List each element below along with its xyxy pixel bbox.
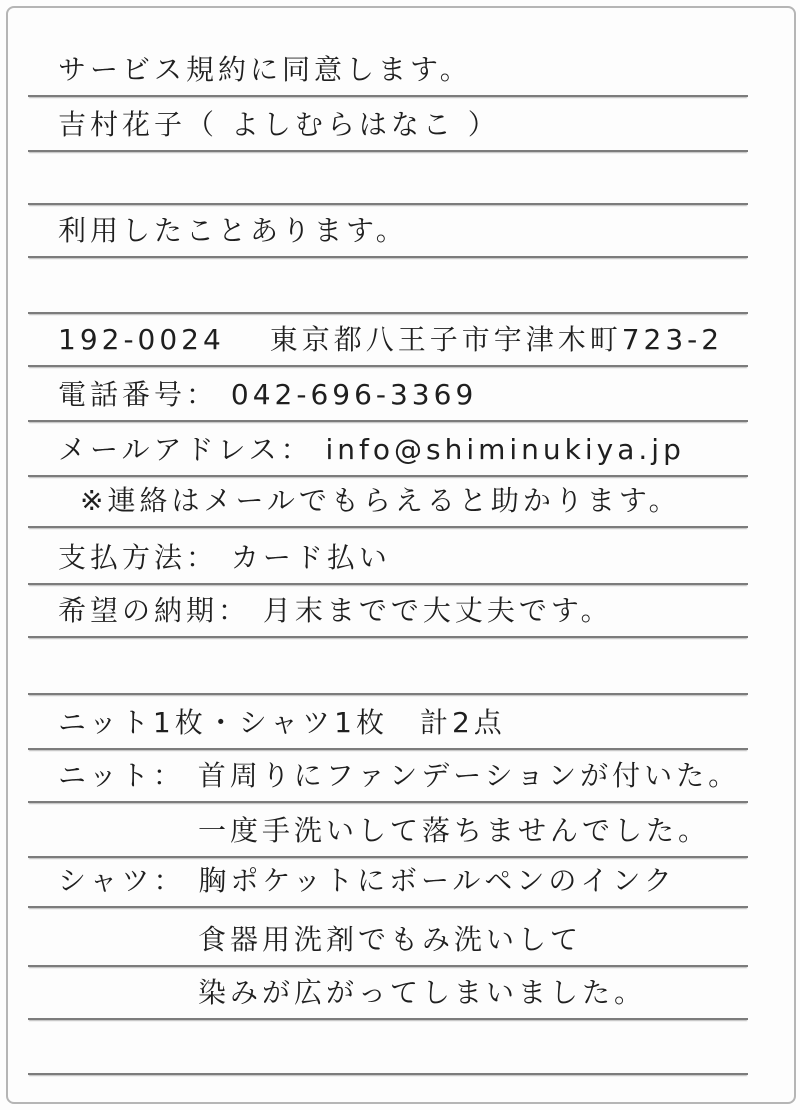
- note-row-bottom-spacer: [28, 1075, 748, 1102]
- note-row-empty: [28, 638, 748, 695]
- note-row-shirt-stain-detail-2: [28, 967, 748, 1020]
- note-row-name: [28, 97, 748, 152]
- note-row-knit-stain-detail: [28, 803, 748, 858]
- handwritten-text-payment: 支払方法： カード払い: [58, 541, 391, 575]
- note-row-empty: [28, 1020, 748, 1075]
- handwritten-text-shirt-stain: シャツ： 胸ポケットにボールペンのインク: [58, 864, 676, 898]
- note-row-email: [28, 422, 748, 477]
- handwritten-text-address: 192-0024 東京都八王子市宇津木町723-2: [58, 323, 724, 357]
- handwritten-text-contact-note: ※連絡はメールでもらえると助かります。: [80, 484, 681, 518]
- handwritten-text-shirt-stain-detail-1: 食器用洗剤でもみ洗いして: [198, 923, 583, 957]
- handwritten-text-knit-stain-detail: 一度手洗いして落ちませんでした。: [198, 814, 711, 848]
- handwritten-text-usage-history: 利用したことあります。: [58, 214, 408, 248]
- handwritten-text-name: 吉村花子（ よしむらはなこ ）: [58, 108, 500, 142]
- note-row-knit-stain: [28, 750, 748, 803]
- handwritten-text-empty: [28, 684, 58, 693]
- handwritten-text-agreement: サービス規約に同意します。: [58, 53, 472, 87]
- handwritten-text-empty: [28, 303, 58, 312]
- note-row-usage-history: [28, 205, 748, 258]
- note-row-due-date: [28, 585, 748, 638]
- note-row-item-count: [28, 695, 748, 750]
- handwritten-text-empty: [28, 194, 58, 203]
- note-row-shirt-stain: [28, 858, 748, 908]
- handwritten-text-email: メールアドレス： info@shiminukiya.jp: [58, 433, 685, 467]
- handwritten-text-phone: 電話番号： 042-696-3369: [58, 378, 478, 412]
- note-row-empty: [28, 152, 748, 205]
- note-row-phone: [28, 367, 748, 422]
- handwritten-text-due-date: 希望の納期： 月末までで大丈夫です。: [58, 594, 613, 628]
- handwritten-text-item-count: ニット1枚・シャツ1枚 計2点: [58, 706, 506, 740]
- note-row-shirt-stain-detail-1: [28, 908, 748, 967]
- handwritten-text-knit-stain: ニット： 首周りにファンデーションが付いた。: [58, 759, 741, 793]
- note-row-payment: [28, 528, 748, 585]
- note-row-agreement: [28, 0, 748, 97]
- note-row-address: [28, 314, 748, 367]
- handwritten-text-empty: [28, 1064, 58, 1073]
- note-row-empty: [28, 258, 748, 314]
- note-row-contact-note: [28, 477, 748, 528]
- ruled-lines-area: [28, 0, 748, 1102]
- handwritten-text-shirt-stain-detail-2: 染みが広がってしまいました。: [198, 976, 647, 1010]
